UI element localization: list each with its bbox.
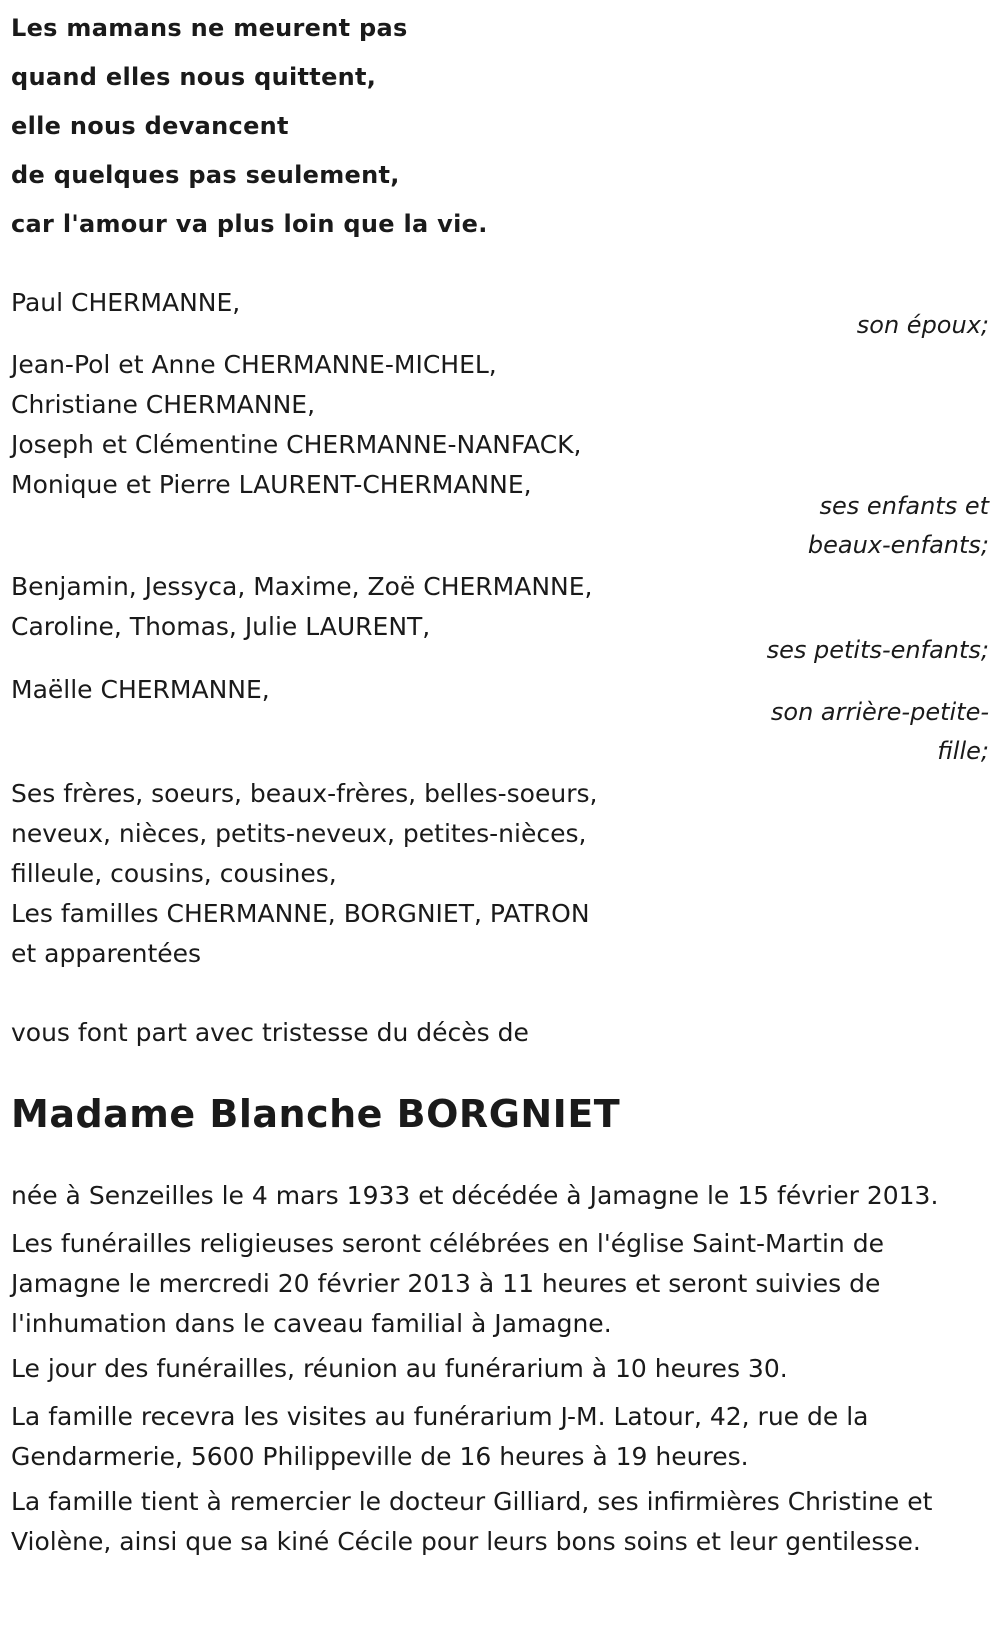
- extended-family: [11, 774, 597, 974]
- role-line: beaux-enfants;: [807, 531, 989, 559]
- gathering-paragraph: Le jour des funérailles, réunion au funérarium à 10 heures 30.: [11, 1354, 788, 1383]
- visits-paragraph: La famille recevra les visites au funérarium J-M. Latour, 42, rue de la Gendarmerie, 5600 Philippeville de 16 heures à 19 heures.: [11, 1402, 869, 1471]
- child-name: Jean-Pol et Anne CHERMANNE-MICHEL,: [11, 350, 497, 379]
- poem-line: Les mamans ne meurent pas: [11, 14, 408, 42]
- poem-line: car l'amour va plus loin que la vie.: [11, 210, 488, 238]
- poem-line: elle nous devancent: [11, 112, 289, 140]
- role-line: ses enfants et: [819, 492, 989, 520]
- family-line: Les familles CHERMANNE, BORGNIET, PATRON: [11, 899, 590, 928]
- announcement-text: vous font part avec tristesse du décès de: [11, 1018, 529, 1047]
- great-grandchild-name: Maëlle CHERMANNE,: [11, 675, 270, 704]
- children-names: [11, 345, 582, 505]
- spouse-name: Paul CHERMANNE,: [11, 288, 241, 317]
- grandchildren-role: [767, 631, 989, 670]
- children-role: [808, 487, 989, 565]
- family-line: filleule, cousins, cousines,: [11, 859, 337, 888]
- grandchildren-names: [11, 567, 592, 647]
- deceased-name: Madame Blanche BORGNIET: [11, 1092, 621, 1136]
- family-line: neveux, nièces, petits-neveux, petites-nièces,: [11, 819, 587, 848]
- role-line: son arrière-petite-: [770, 698, 989, 726]
- birth-death-paragraph: née à Senzeilles le 4 mars 1933 et décédée à Jamagne le 15 février 2013.: [11, 1181, 939, 1210]
- funeral-paragraph: Les funérailles religieuses seront célébrées en l'église Saint-Martin de Jamagne le mercredi 20 février 2013 à 11 heures et seront suivies de l'inhumation dans le caveau familial à Jamagne.: [11, 1229, 884, 1338]
- family-line: et apparentées: [11, 939, 202, 968]
- family-line: Ses frères, soeurs, beaux-frères, belles-soeurs,: [11, 779, 598, 808]
- spouse-role: [857, 306, 989, 345]
- child-name: Monique et Pierre LAURENT-CHERMANNE,: [11, 470, 532, 499]
- thanks-paragraph: La famille tient à remercier le docteur Gilliard, ses infirmières Christine et Violène, ainsi que sa kiné Cécile pour leurs bons soins et leur gentilesse.: [11, 1487, 933, 1556]
- poem: [11, 4, 711, 249]
- child-name: Christiane CHERMANNE,: [11, 390, 316, 419]
- child-name: Joseph et Clémentine CHERMANNE-NANFACK,: [11, 430, 582, 459]
- grandchild-name: Benjamin, Jessyca, Maxime, Zoë CHERMANNE,: [11, 572, 593, 601]
- role-line: son époux;: [856, 311, 989, 339]
- great-grandchild-role: [771, 693, 989, 771]
- role-line: ses petits-enfants;: [766, 636, 989, 664]
- role-line: fille;: [937, 737, 989, 765]
- poem-line: quand elles nous quittent,: [11, 63, 377, 91]
- poem-line: de quelques pas seulement,: [11, 161, 400, 189]
- grandchild-name: Caroline, Thomas, Julie LAURENT,: [11, 612, 431, 641]
